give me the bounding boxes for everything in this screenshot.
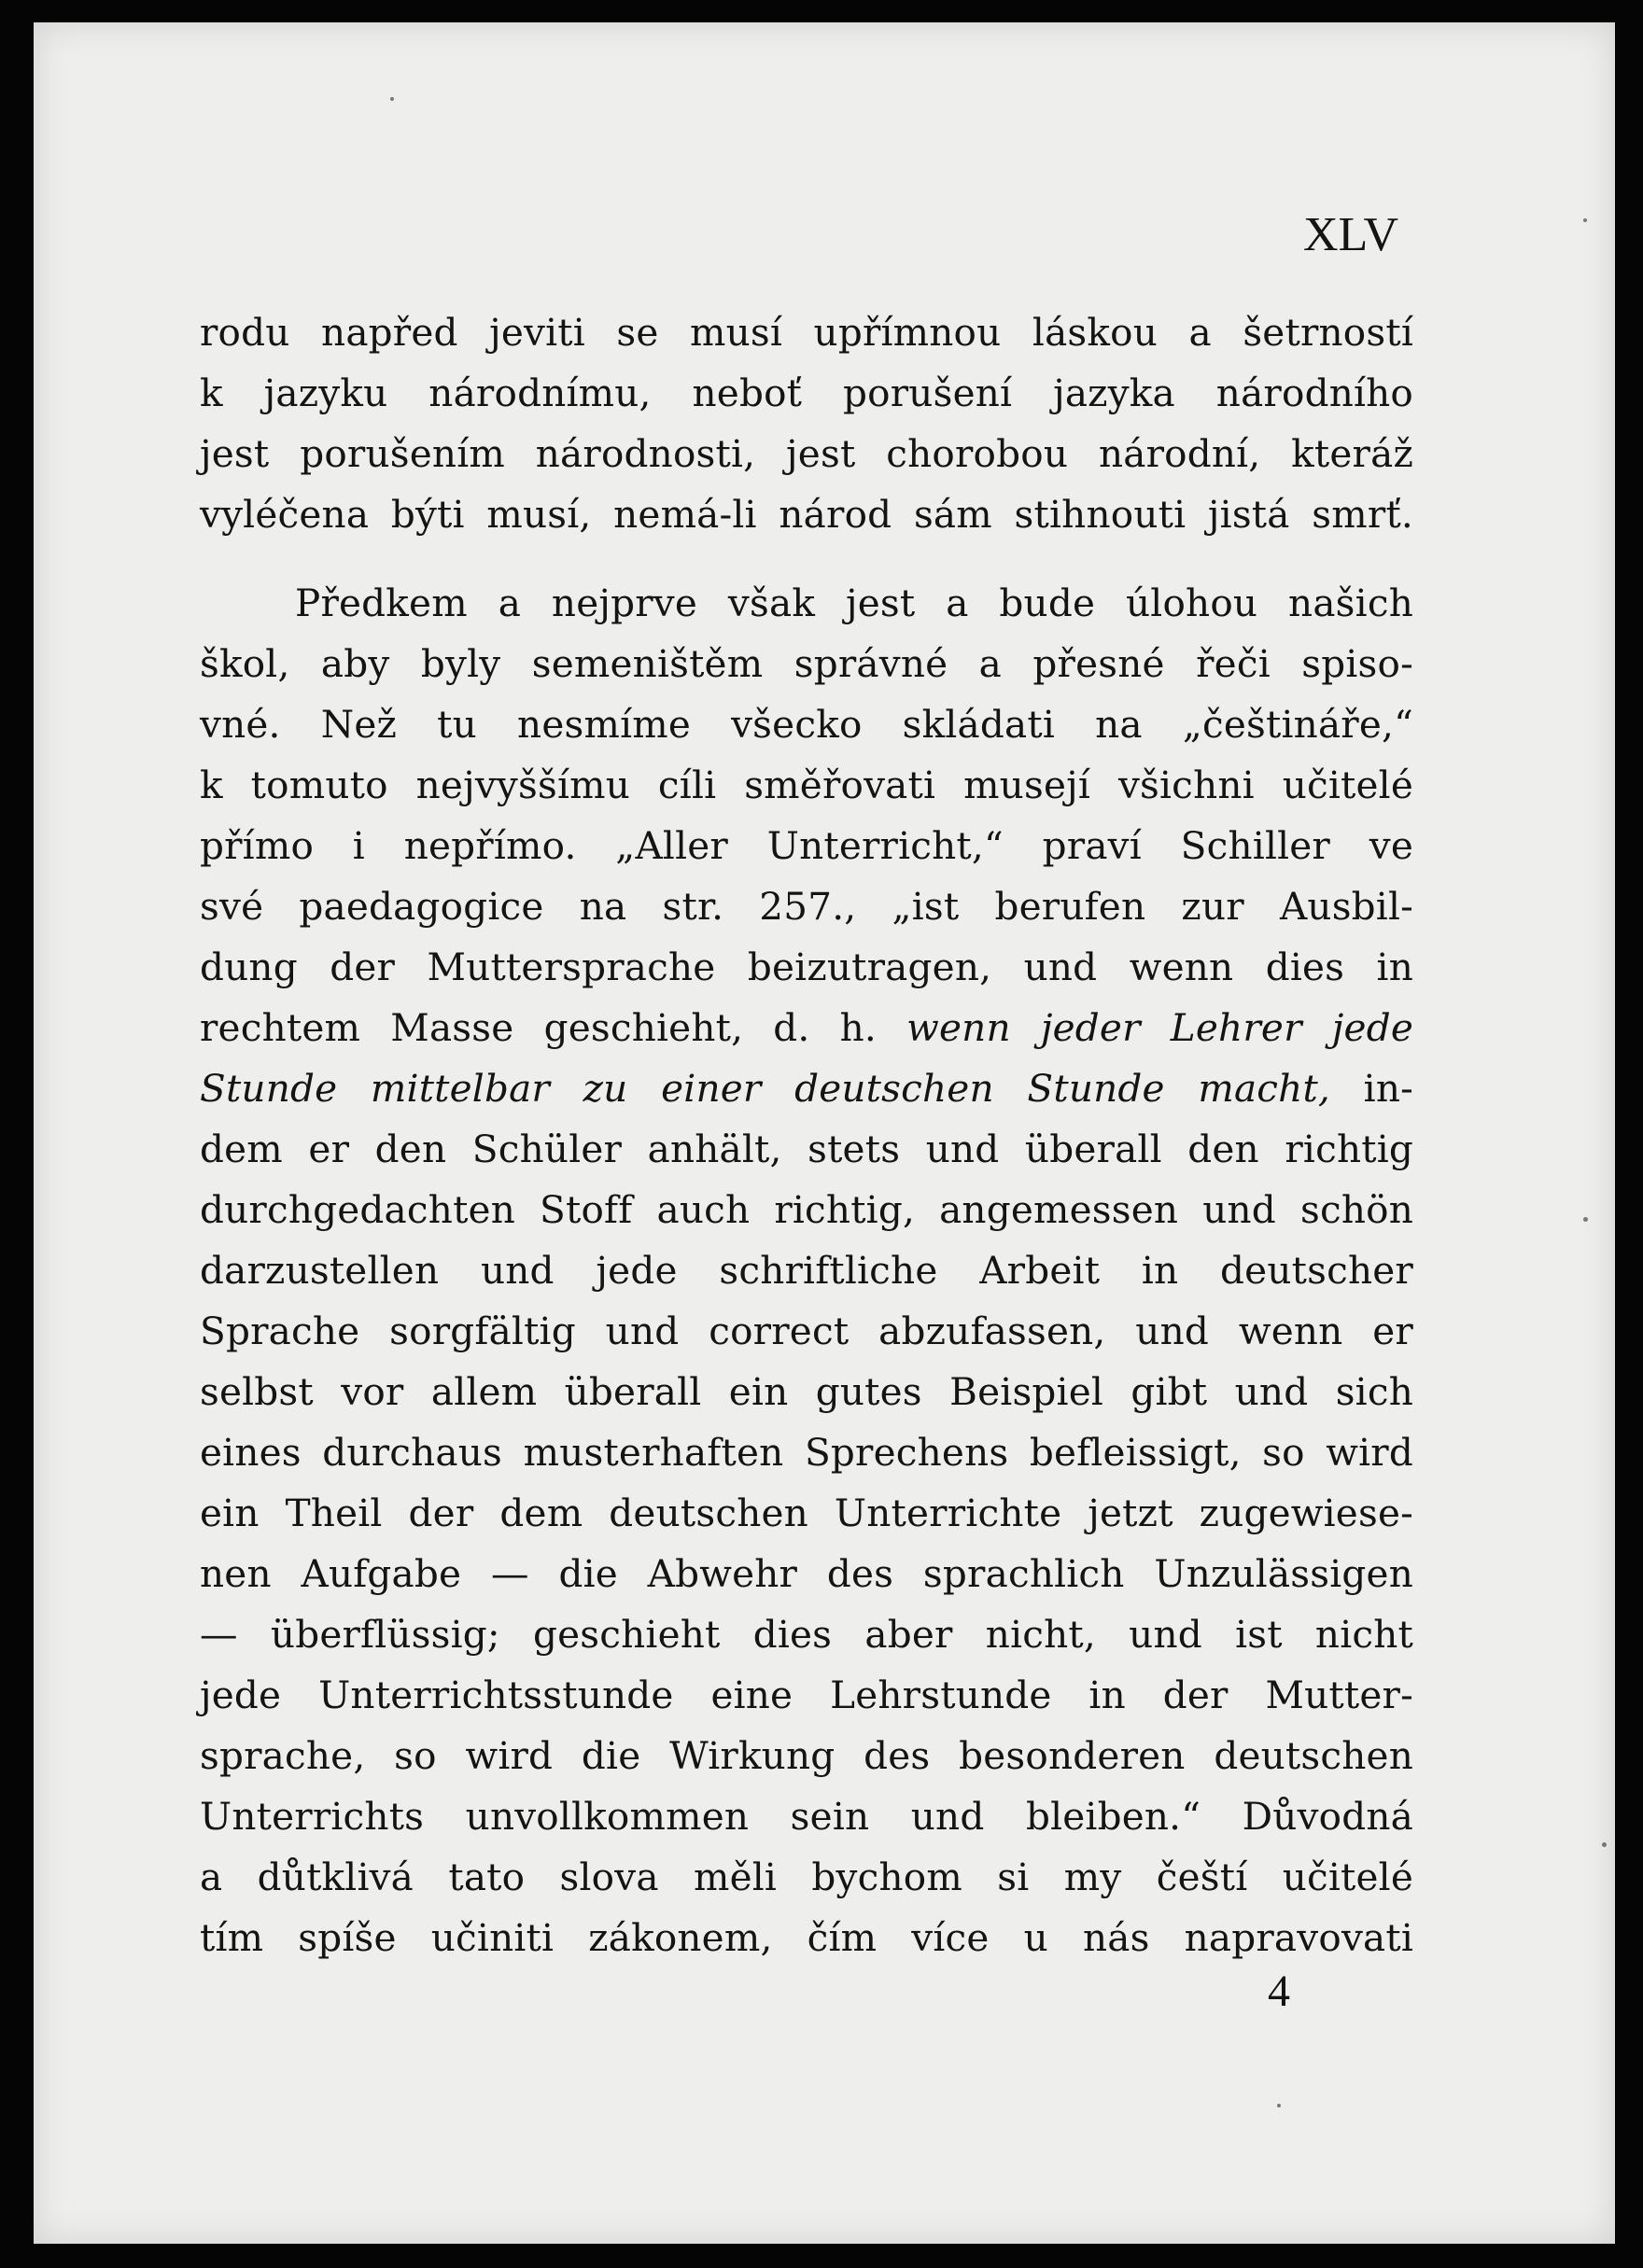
paper-speck [390,97,394,101]
text-line: Unterrichts unvollkommen sein und bleiben.“ Důvodná [200,1794,1413,1839]
text-line: tím spíše učiniti zákonem, čím více u nás napravovati [200,1915,1413,1960]
text-line: vyléčena býti musí, nemá-li národ sám stihnouti jistá smrť. [200,492,1413,537]
text-line: nen Aufgabe — die Abwehr des sprachlich Unzulässigen [200,1551,1413,1596]
text-line: a důtklivá tato slova měli bychom si my čeští učitelé [200,1855,1413,1899]
paper-speck [1277,2104,1281,2107]
paper-speck [1583,1217,1588,1222]
text-line: vné. Než tu nesmíme všecko skládati na „češtináře,“ [200,702,1413,747]
paragraph-2 [200,573,1413,1968]
text-line: své paedagogice na str. 257., „ist berufen zur Ausbil- [200,884,1413,929]
paragraph-1 [200,302,1413,545]
text-line: selbst vor allem überall ein gutes Beispiel gibt und sich [200,1369,1413,1414]
text-line: k jazyku národnímu, neboť porušení jazyka národního [200,371,1413,415]
text-line: eines durchaus musterhaften Sprechens befleissigt, so wird [200,1430,1413,1475]
text-line: ein Theil der dem deutschen Unterrichte jetzt zugewiese- [200,1491,1413,1535]
signature-mark: 4 [1268,1967,1290,2016]
text-line: — überflüssig; geschieht dies aber nicht, und ist nicht [200,1612,1413,1657]
text-line: darzustellen und jede schriftliche Arbeit in deutscher [200,1248,1413,1293]
text-line: škol, aby byly semeništěm správné a přesné řeči spiso- [200,641,1413,686]
text-line: přímo i nepřímo. „Aller Unterricht,“ praví Schiller ve [200,823,1413,868]
text-line: sprache, so wird die Wirkung des besonderen deutschen [200,1733,1413,1778]
text-run: rechtem Masse geschieht, d. h. [200,1005,877,1050]
paper-speck [1583,218,1587,222]
text-line: Sprache sorgfältig und correct abzufassen, und wenn er [200,1309,1413,1353]
text-line: jest porušením národnosti, jest chorobou národní, kteráž [200,431,1413,476]
paper-speck [1602,1842,1607,1847]
text-line: k tomuto nejvyššímu cíli směřovati musejí všichni učitelé [200,763,1413,807]
text-line: rodu napřed jeviti se musí upřímnou láskou a šetrností [200,310,1413,355]
text-line: jede Unterrichtsstunde eine Lehrstunde in der Mutter- [200,1673,1413,1717]
text-line-mixed [200,998,1413,1058]
text-run: in- [1363,1066,1413,1111]
text-line: dung der Muttersprache beizutragen, und wenn dies in [200,945,1413,989]
text-line: durchgedachten Stoff auch richtig, angemessen und schön [200,1187,1413,1232]
text-line: Předkem a nejprve však jest a bude úlohou našich [295,581,1413,625]
italic-run: Stunde mittelbar zu einer deutschen Stunde macht, [200,1066,1331,1111]
book-page [34,22,1615,2244]
page-number-roman: XLV [1303,208,1399,261]
text-line-mixed [200,1058,1413,1119]
text-line: dem er den Schüler anhält, stets und überall den richtig [200,1127,1413,1171]
body-text [200,302,1413,1968]
italic-run: wenn jeder Lehrer jede [906,1005,1413,1050]
